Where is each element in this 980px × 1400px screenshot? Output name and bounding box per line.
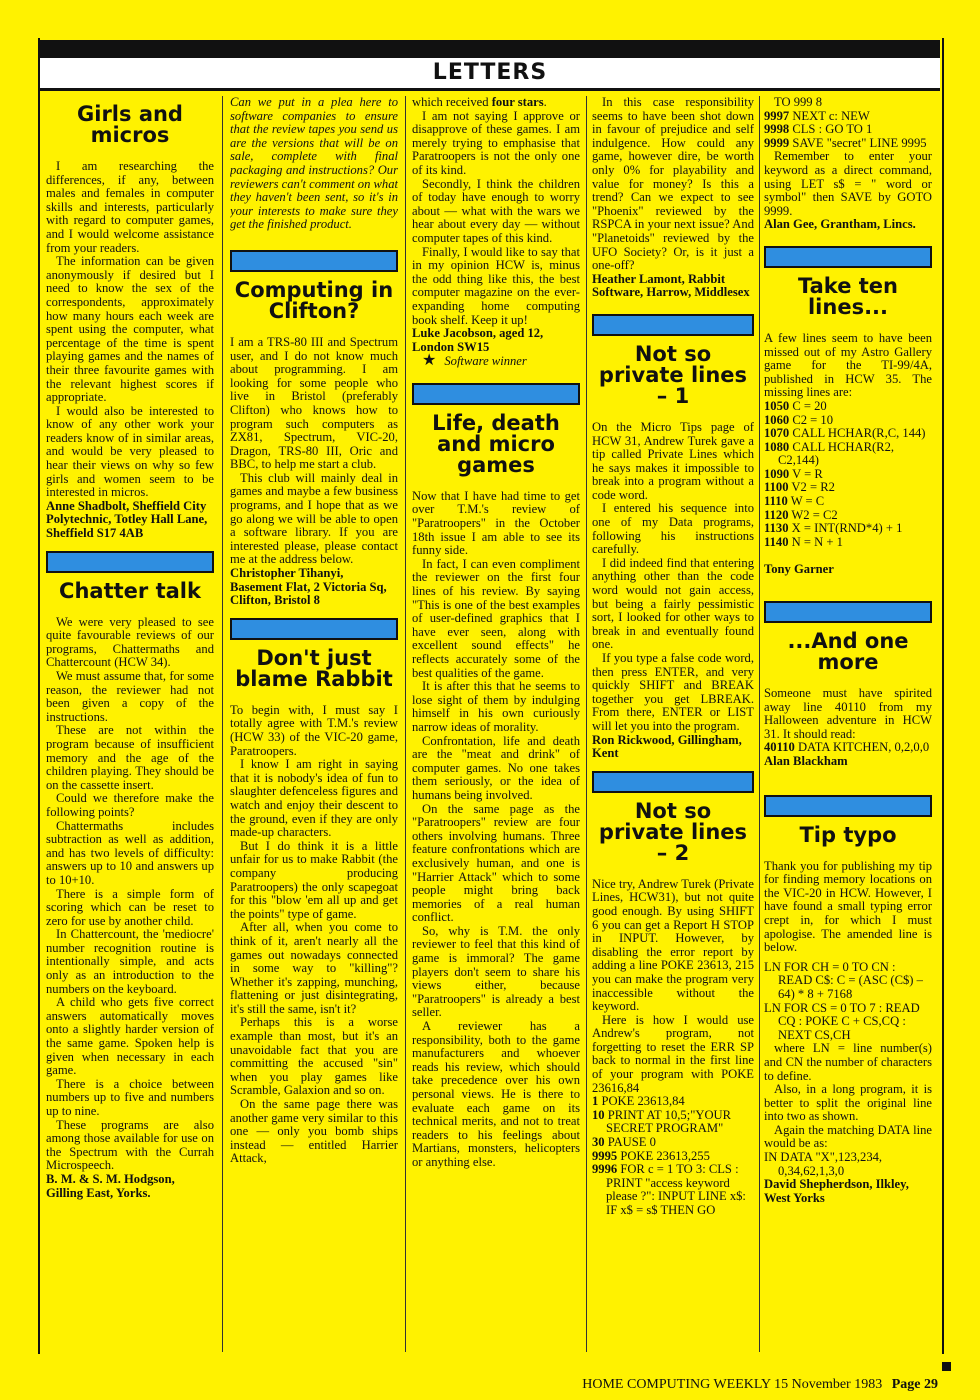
code-text: TO 999 8 [774,96,823,109]
code-text: W = C [787,494,825,509]
code-line [764,96,932,110]
paragraph: Someone must have spirited away line 40110 from my Halloween adventure in HCW 31. It should read: [764,686,932,741]
paragraph: I entered his sequence into one of my Data programs, following his instructions carefully. [592,501,754,557]
column-rule [759,96,760,1352]
code-text: W2 = C2 [788,507,838,522]
column-2 [230,96,398,1352]
headline-girls-and-micros: Girls and micros [77,102,183,147]
code-text: PRINT AT 10,5;"YOUR SECRET PROGRAM" [604,1107,732,1136]
paragraph: So, why is T.M. the only reviewer to feel that this kind of game is immoral? The game players don't seem to share his views either, because "Paratroopers" is already a best seller. [412,923,580,1020]
blue-divider-bar [764,795,932,817]
signature: Tony Garner [764,562,834,577]
code-line [764,741,932,755]
line-number: 1100 [764,480,789,495]
paragraph [412,96,580,110]
headline-computing-in-clifton: Computing in Clifton? [234,277,394,323]
text: Software winner [444,354,527,369]
code-line [764,441,932,468]
text: . [543,96,547,109]
headline-take-ten-lines: Take ten lines... [798,273,898,319]
line-number: 1130 [764,521,789,536]
paragraph: This club will mainly deal in games and maybe a few business programs, and I hope that as we go along we will be able to open a software library. If you are interested please, please contact me at the address below. [230,470,398,567]
publication-name: HOME COMPUTING WEEKLY 15 November 1983 [582,1377,883,1392]
column-5 [764,96,932,1352]
signature: Alan Blackham [764,754,848,768]
code-text: CALL HCHAR(R,C, 144) [789,426,926,441]
code-text: N = N + 1 [788,534,843,549]
column-4 [592,96,754,1352]
code-text: DATA KITCHEN, 0,2,0,0 [794,740,930,755]
code-line [764,414,932,428]
paragraph: Could we therefore make the following points? [46,791,214,819]
paragraph: Here is how I would use Andrew's program, not forgetting to reset the ERR SP back to normal in the first line of your program with POKE 23616,84 [592,1012,754,1095]
code-text: CALL HCHAR(R2, C2,144) [778,439,895,468]
paragraph: I know I am right in saying that it is nobody's idea of fun to slaughter defenceless figures and watch and enjoy their descent to the ground, even if they are only made-up characters. [230,757,398,840]
blue-divider-bar [764,601,932,623]
paragraph: In this case responsibility seems to have been shot down in favour of prejudice and self indulgence. How could any game, however dire, be worth only 0% for playability and value for money? Is this a trend? Can we expect to see "Phoenix" reviewed by the RSPCA in your next issue? And "Planetoids" reviewed by the UFO Society? Or, is it just a one-off? [592,96,754,273]
line-number: 1060 [764,412,790,427]
code-text: C = 20 [789,398,827,413]
blue-divider-bar [764,246,932,268]
signature: Ron Rickwood, Gillingham, Kent [592,732,742,761]
blue-divider-bar [592,771,754,793]
paragraph: These are not within the program because of insufficient memory and the age of the children playing. They should be on the cassette insert. [46,723,214,792]
paragraph: A child who gets five correct answers automatically moves onto a slightly harder version of the same game. Spoken help is given when necessary in each game. [46,995,214,1078]
line-number: 1070 [764,426,790,441]
emphasis: four stars [491,96,544,109]
paragraph: We must assume that, for some reason, the reviewer had not been given a copy of the instructions. [46,669,214,724]
paragraph: Chattermaths includes subtraction as well as addition, and has two levels of difficulty: answers up to 10 and answers up to 10+10. [46,818,214,887]
paragraph: After all, when you come to think of it, aren't nearly all the games out nowadays connected in some way to "killing"? Whether it's zapping, munching, flattening or just disintegrating, it's still the same, isn't it? [230,920,398,1016]
signature: David Shepherdson, Ilkley, West Yorks [764,1177,909,1205]
paragraph: To begin with, I must say I totally agree with T.M.'s review (HCW 33) of the VIC-20 game, Paratroopers. [230,702,398,758]
paragraph: There is a simple form of scoring which can be reset to zero for use by another child. [46,886,214,928]
blue-divider-bar [592,314,754,336]
signature: Anne Shadbolt, Sheffield City Polytechnic, Totley Hall Lane, Sheffield S17 4AB [46,498,208,541]
top-black-bar [40,40,940,58]
line-number: 10 [592,1107,605,1122]
paragraph: where LN = line number(s) and CN the number of characters to define. [764,1041,932,1083]
line-number: 9999 [764,135,790,150]
paragraph: On the same page there was another game very similar to this one — only you bomb ships instead — entitled Harrier Attack, [230,1097,398,1166]
paragraph: A few lines seem to have been missed out of my Astro Gallery game for the TI-99/4A, published in HCW 35. The missing lines are: [764,330,932,400]
code-text: X = INT(RND*4) + 1 [788,521,903,536]
signature: Alan Gee, Grantham, Lincs. [764,217,916,232]
paragraph: It is after this that he seems to lose sight of them by indulging himself in his own curiously narrow ideas of morality. [412,679,580,734]
paragraph: I am not saying I approve or disapprove of these games. I am merely trying to emphasise that Paratroopers is not the only one of its kind. [412,108,580,177]
code-line: IN DATA "X",123,234, 0,34,62,1,3,0 [764,1150,883,1178]
signature: Luke Jacobson, aged 12, London SW15 [412,326,544,354]
code-line [764,468,932,482]
paragraph: Nice try, Andrew Turek (Private Lines, HCW31), but not quite good enough. By using SHIFT 6 you can get a Report H STOP in INPUT. However, by disabling the error report by adding a line POKE 23613, 215 you can make the program very inaccessible without the keyword. [592,876,754,1014]
code-line [764,522,932,536]
line-number: 1110 [764,494,788,509]
paragraph: I am researching the differences, if any, between males and females in computer skills and interests, particularly with regard to computer games, and I would welcome assistance from your readers. [46,159,214,255]
paragraph: I am a TRS-80 III and Spectrum user, and I do not know much about programming. I am looking for some people who live in Bristol (preferably Clifton) who knows how to program such computers as ZX81, Spectrum, VIC-20, Dragon, TRS-80 III, Oric and BBC, to help me start a club. [230,334,398,472]
line-number: 1090 [764,466,790,481]
line-number: 9995 [592,1148,618,1163]
line-number: 9997 [764,108,790,123]
paragraph: There is a choice between numbers up to five and numbers up to nine. [46,1076,214,1118]
line-number: 1050 [764,398,790,413]
code-line [764,509,932,523]
line-number: 1 [592,1094,599,1109]
code-text: CLS : GO TO 1 [789,122,873,137]
line-number: 40110 [764,740,795,755]
blue-divider-bar [46,551,214,573]
paragraph: Now that I have had time to get over T.M.'s review of "Paratroopers" in the October 18th issue I am able to see its funny side. [412,488,580,558]
paragraph: Again the matching DATA line would be as: [764,1122,932,1151]
column-rule [222,96,223,1352]
code-line [592,1109,754,1136]
end-of-article-mark [942,1362,951,1371]
page-footer [582,1377,938,1393]
blue-divider-bar [230,250,398,272]
paragraph: I would also be interested to know of any other work your readers know of in similar areas, and would be very pleased to hear their views on why so few girls and women seem to be interested in micros. [46,403,214,500]
paragraph: Remember to enter your keyword as a direct command, using LET s$ = " word or symbol" then SAVE by GOTO 9999. [764,149,932,218]
editorial-note: Can we put in a plea here to software companies to ensure that the review tapes you send us are the versions that will be on sale, complete with final packaging and instructions? Our reviewers can't comment on what they haven't been sent, so it's in your interests to make sure they get the finished product. [230,96,398,232]
code-line [764,481,932,495]
line-number: 9996 [592,1162,618,1177]
headline-dont-just-blame-rabbit: Don't just blame Rabbit [235,645,393,691]
paragraph: Thank you for publishing my tip for finding memory locations on the VIC-20 in HCW. However, I have found a small typing error crept in, for which I must apologise. The amended line is below. [764,858,932,955]
paragraph: But I do think it is a little unfair for us to make Rabbit (the company producing Paratroopers) the only scapegoat for this "blow 'em all up and get the points" type of game. [230,838,398,921]
signature: Christopher Tihanyi, Basement Flat, 2 Victoria Sq, Clifton, Bristol 8 [230,566,387,608]
paragraph: On the same page as the "Paratroopers" review are four others involving humans. Three feature confrontations which are exclusively human, and one is "Harrier Attack" which to some people might bring back memories of a real human conflict. [412,801,580,925]
paragraph: In Chattercount, the 'mediocre' number recognition routine is intentionally simple, and acts only as an introduction to the numbers on the keyboard. [46,927,214,996]
line-number: 30 [592,1135,605,1150]
code-text: V2 = R2 [788,480,835,495]
line-number: 1140 [764,534,789,549]
code-text: C2 = 10 [789,412,834,427]
star-icon: ★ [422,352,437,370]
paragraph: Perhaps this is a worse example than most, but it's an unavoidable fact that you are committing the accused "sin" when you play games like Scramble, Galaxion and so on. [230,1015,398,1098]
blue-divider-bar [230,618,398,640]
code-text: SAVE "secret" LINE 9995 [789,135,927,150]
page-number: Page 29 [891,1377,938,1392]
line-number: 1080 [764,439,790,454]
line-number: 1120 [764,507,789,522]
column-rule [405,96,406,1352]
headline-tip-typo: Tip typo [799,822,897,847]
paragraph: In fact, I can even compliment the reviewer on the first four lines of his review. By saying "This is one of the best examples of user-defined graphics that I have ever seen, along with excellent sound effects" he reflects accurately some of the best qualities of the game. [412,556,580,680]
code-line [592,1095,754,1109]
headline-not-so-private-lines-1: Not so private lines – 1 [598,341,748,408]
column-3 [412,96,580,1352]
code-line [764,110,932,124]
line-number: 9998 [764,122,790,137]
code-text: V = R [789,466,823,481]
code-text: PAUSE 0 [604,1135,656,1150]
paragraph: I did indeed find that entering anything other than the code word would not gain access, but being a fairly pessimistic sort, I looked for other ways to break in and eventually found one. [592,555,754,652]
signature: Heather Lamont, Rabbit Software, Harrow, Middlesex [592,271,750,300]
code-line [592,1150,754,1164]
paragraph: Finally, I would like to say that in my opinion HCW is, minus the odd thing like this, the best computer magazine on the ever-expanding home computing book shelf. Keep it up! [412,244,580,327]
code-line [764,536,932,550]
code-line [592,1136,754,1150]
headline-and-one-more: ...And one more [787,629,909,675]
headline-life-death-and-micro-games: Life, death and micro games [432,410,560,477]
paragraph: Secondly, I think the children of today have enough to worry about — what with the wars we hear about every day — without computer tapes of this kind. [412,176,580,245]
code-text: NEXT c: NEW [789,108,870,123]
paragraph: We were very pleased to see quite favourable reviews of our programs, Chattermaths and Chattercount (HCW 34). [46,614,214,670]
code-line [764,495,932,509]
paragraph: These programs are also among those available for use on the Spectrum with the Currah Microspeech. [46,1117,214,1173]
column-rule [586,96,587,1352]
code-line [764,400,932,414]
paragraph: If you type a false code word, then press ENTER, and very quickly SHIFT and BREAK together you get LBREAK. From there, ENTER or LIST will let you into the program. [592,651,754,733]
code-line [764,123,932,137]
code-line: LN FOR CH = 0 TO CN : READ C$: C = (ASC (C$) – 64) * 8 + 7168 [764,959,923,1001]
signature: B. M. & S. M. Hodgson, Gilling East, Yorks. [46,1171,175,1200]
code-line [764,137,932,151]
code-text: POKE 23613,255 [617,1148,710,1163]
code-text: FOR c = 1 TO 3: CLS : PRINT "access keyword please ?": INPUT LINE x$: IF x$ = s$ THEN GO [606,1162,746,1217]
text: which received [412,96,492,109]
paragraph: On the Micro Tips page of HCW 31, Andrew Turek gave a tip called Private Lines which he says makes it impossible to break into a program without a code word. [592,419,754,502]
code-line [764,427,932,441]
code-text: POKE 23613,84 [598,1094,685,1109]
section-title: LETTERS [40,58,940,91]
paragraph: Also, in a long program, it is better to split the original line into two as shown. [764,1082,932,1124]
paragraph: Confrontation, life and death are the "meat and drink" of computer games. No one takes them seriously, or the idea of humans being involved. [412,733,580,802]
headline-not-so-private-lines-2: Not so private lines – 2 [598,798,748,865]
headline-chatter-talk: Chatter talk [59,578,201,603]
column-1 [46,96,214,1352]
paragraph: The information can be given anonymously if desired but I need to know the sex of the correspondents, approximately how many hours each week are spent using the computer, what percentage of the time is spent playing games and the names of their three favourite games with the relevant highest scores if appropriate. [46,254,214,405]
paragraph: A reviewer has a responsibility, both to the game manufacturers and whoever reads his review, which should take precedence over his own personal views. He is there to evaluate each game on its technical merits, and not to treat readers to his feelings about Martians, monsters, helicopters or anything else. [412,1019,580,1169]
blue-divider-bar [412,383,580,405]
code-line: LN FOR CS = 0 TO 7 : READ CQ : POKE C + CS,CQ : NEXT CS,CH [764,1000,920,1042]
code-line [592,1163,754,1217]
software-winner-note [412,354,580,369]
